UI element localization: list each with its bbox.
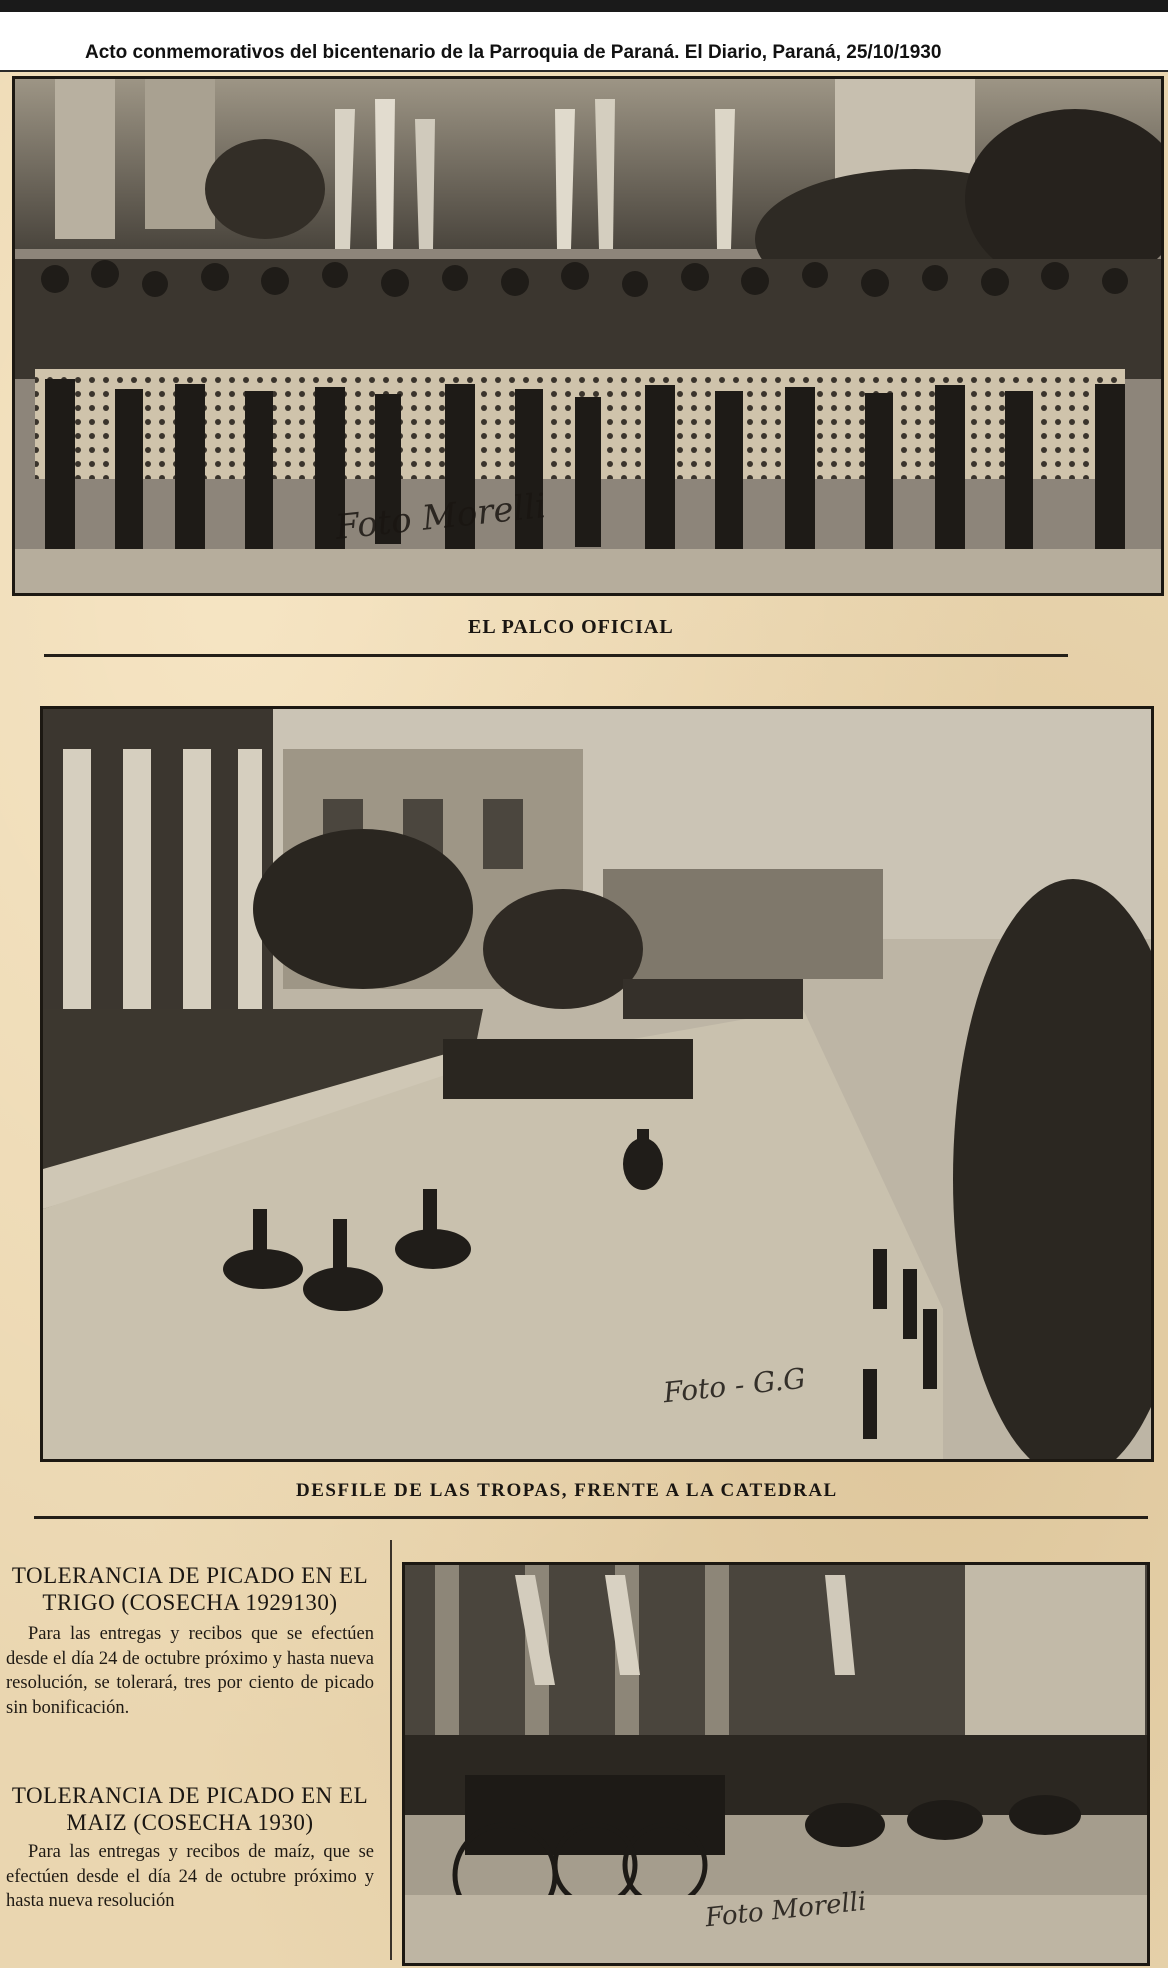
photo-signature: Foto Morelli xyxy=(333,486,548,548)
caption-banner xyxy=(0,12,1168,72)
top-black-rule xyxy=(0,0,1168,12)
photo-official-stand xyxy=(12,76,1164,596)
photo-signature: Foto - G.G xyxy=(661,1361,808,1410)
article-title: TOLERANCIA DE PICADO EN EL TRIGO (COSECHA 1929130) xyxy=(11,1563,369,1615)
column-divider xyxy=(390,1540,392,1960)
article-body: Para las entregas y recibos de maíz, que se efectúen desde el día 24 de octubre próximo y hasta nueva resolución xyxy=(6,1842,374,1911)
article-title: TOLERANCIA DE PICADO EN EL MAIZ (COSECHA 1930) xyxy=(11,1783,369,1835)
divider-rule xyxy=(34,1516,1148,1519)
photo-troop-parade xyxy=(40,706,1154,1462)
photo-caption-troop-parade: DESFILE DE LAS TROPAS, FRENTE A LA CATEDRAL xyxy=(296,1480,838,1501)
article-body: Para las entregas y recibos que se efectúen desde el día 24 de octubre próximo y hasta nueva resolución, se tolerará, tres por ciento de picado sin bonificación. xyxy=(6,1624,374,1718)
photo-signature: Foto Morelli xyxy=(703,1886,868,1934)
page-caption: Acto conmemorativos del bicentenario de la Parroquia de Paraná. El Diario, Paraná, 25/10/1930 xyxy=(85,42,942,63)
divider-rule xyxy=(44,654,1068,657)
photo-caption-official-stand: EL PALCO OFICIAL xyxy=(468,616,674,638)
photo-carriages xyxy=(402,1562,1150,1966)
